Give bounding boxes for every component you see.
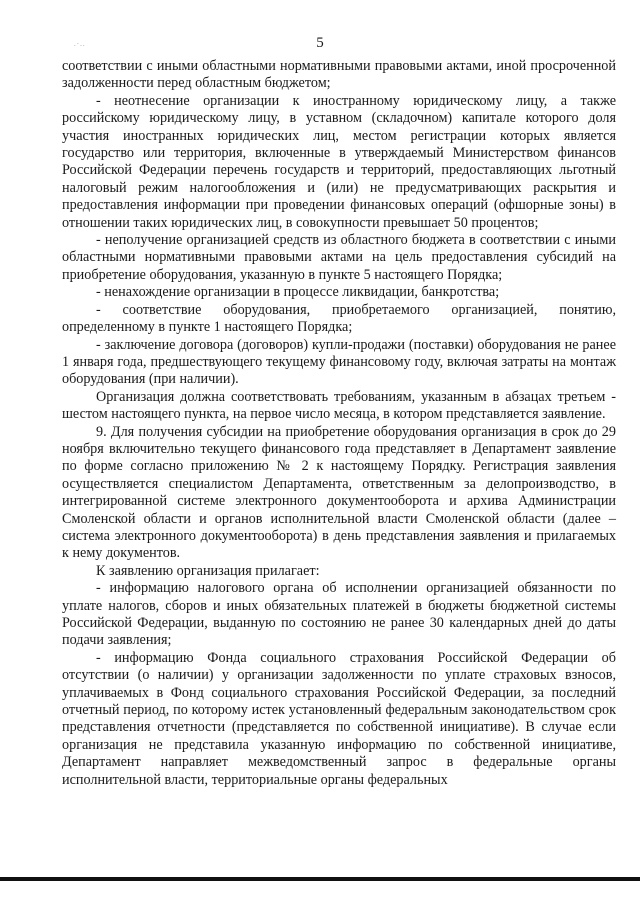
scan-artifact-mark: .·.. [74,40,86,48]
paragraph-attachments-intro: К заявлению организация прилагает: [96,562,320,579]
paragraph-requirement-no-other-funding: - неполучение организацией средств из областного бюджета в соответствии с иными областными нормативными правовыми актами на цель предоставления субсидий на приобретение оборудования, указанную в пункте 5 настоящего Порядка; [62,232,616,283]
paragraph-attachment-tax-info: - информацию налогового органа об исполнении организацией обязанности по уплате налогов, сборов и иных обязательных платежей в бюджеты бюджетной системы Российской Федерации, выданную по состоянию не ранее 30 календарных дней до даты подачи заявления; [62,580,616,649]
paragraph-compliance-date: Организация должна соответствовать требованиям, указанным в абзацах третьем - шестом настоящего пункта, на первое число месяца, в котором представляется заявление. [62,388,616,423]
paragraph-continuation: соответствии с иными областными нормативными правовыми актами, иной просроченной задолженности перед областным бюджетом; [62,58,616,92]
paragraph-requirement-no-liquidation: - ненахождение организации в процессе ликвидации, банкротства; [96,284,500,301]
paragraph-requirement-foreign-entity: - неотнесение организации к иностранному юридическому лицу, а также российскому юридическому лицу, в уставном (складочном) капитале которого доля участия иностранных юридических лиц, местом регистрации которых является государство или территория, включенные в утверждаемый Министерством финансов Российской Федерации перечень государств и территорий, предоставляющих льготный налоговый режим налогообложения и (или) не предусматривающих раскрытия и предоставления информации при проведении финансовых операций (офшорные зоны) в отношении таких юридических лиц, в совокупности превышает 50 процентов; [62,92,616,231]
document-body [62,58,616,789]
paragraph-requirement-equipment: - соответствие оборудования, приобретаемого организацией, понятию, определенному в пункте 1 настоящего Порядка; [62,301,616,336]
page-number: 5 [316,35,324,51]
paragraph-requirement-contract: - заключение договора (договоров) купли-продажи (поставки) оборудования не ранее 1 января года, предшествующего текущему финансовому году, включая затраты на монтаж оборудования (при наличии). [62,336,616,388]
paragraph-attachment-social-fund-info: - информацию Фонда социального страхования Российской Федерации об отсутствии (о наличии) у организации задолженности по уплате страховых взносов, уплачиваемых в Фонд социального страхования Российской Федерации, за последний отчетный период, по которому истек установленный федеральным законодательством срок представления отчетности (представляется по собственной инициативе). В случае если организация не представила указанную информацию по собственной инициативе, Департамент направляет межведомственный запрос в федеральные органы исполнительной власти, территориальные органы федеральных [62,649,616,788]
paragraph-clause-9: 9. Для получения субсидии на приобретение оборудования организация в срок до 29 ноября включительно текущего финансового года представляет в Департамент заявление по форме согласно приложению № 2 к настоящему Порядку. Регистрация заявления осуществляется специалистом Департамента, ответственным за делопроизводство, в интегрированной системе электронного документооборота и архива Администрации Смоленской области и органов исполнительной власти Смоленской области (далее – система электронного документооборота) в день представления заявления и прилагаемых к нему документов. [62,423,616,562]
page-bottom-rule [0,877,640,881]
